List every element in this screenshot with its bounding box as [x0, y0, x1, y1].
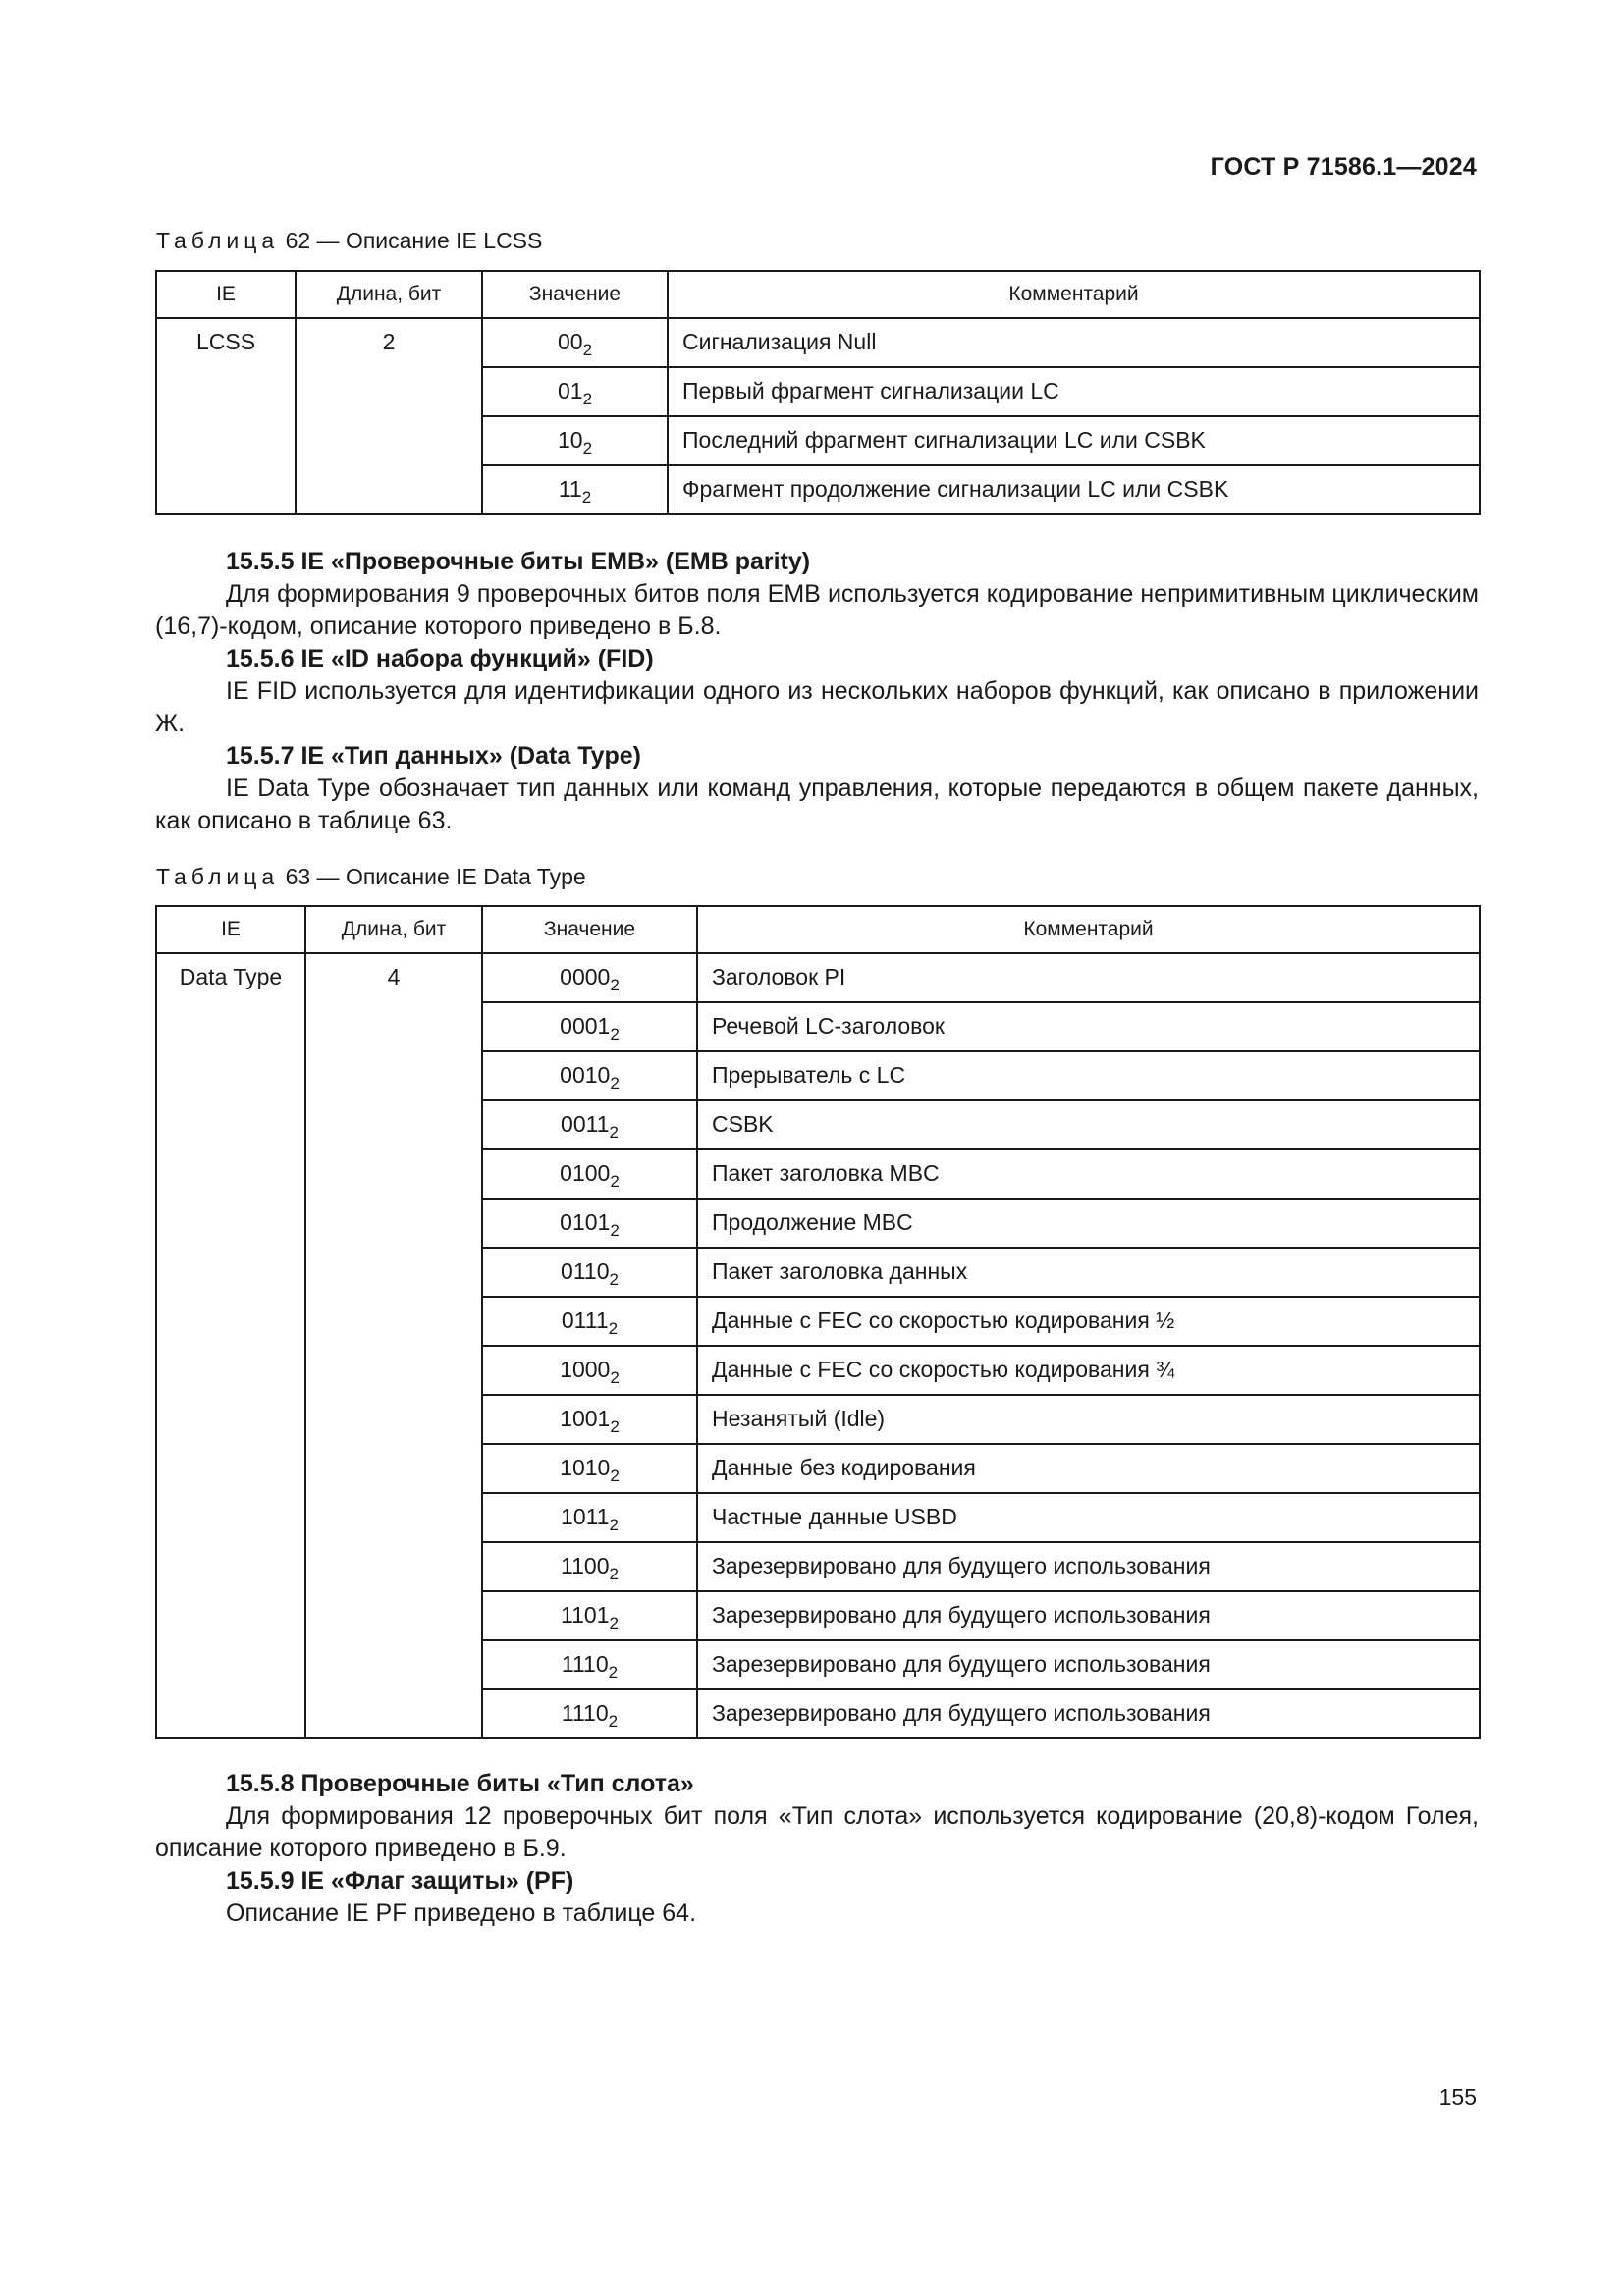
- value-cell: [482, 465, 668, 514]
- value-base-subscript: 2: [610, 976, 620, 994]
- column-header: Комментарий: [697, 906, 1480, 953]
- value-cell: [482, 318, 668, 367]
- comment-cell: CSBK: [697, 1100, 1480, 1149]
- value-digits: 1011: [561, 1504, 610, 1529]
- ie-cell: Data Type: [156, 953, 305, 1738]
- caption-word: Таблица: [156, 864, 280, 889]
- value-cell: [482, 1689, 697, 1738]
- value-digits: 0000: [560, 964, 611, 989]
- column-header: Длина, бит: [305, 906, 482, 953]
- section-heading: 15.5.6 IE «ID набора функций» (FID): [226, 645, 654, 672]
- value-cell: [482, 1493, 697, 1542]
- value-base-subscript: 2: [609, 1614, 619, 1632]
- table-header-row: [156, 906, 1480, 953]
- value-base-subscript: 2: [609, 1123, 619, 1142]
- paragraph: IE Data Type обозначает тип данных или команд управления, которые передаются в общем пакете данных, как описано в таблице 63.: [155, 774, 1479, 834]
- value-base-subscript: 2: [610, 1368, 620, 1387]
- value-cell: [482, 1248, 697, 1297]
- value-digits: 00: [557, 329, 583, 354]
- section-heading: 15.5.8 Проверочные биты «Тип слота»: [226, 1770, 694, 1797]
- value-cell: [482, 1199, 697, 1248]
- value-base-subscript: 2: [610, 1467, 620, 1485]
- table-62-caption: [156, 228, 542, 254]
- value-digits: 0100: [560, 1160, 611, 1186]
- section-heading: 15.5.9 IE «Флаг защиты» (PF): [226, 1867, 574, 1895]
- value-cell: [482, 1395, 697, 1444]
- paragraph: IE FID используется для идентификации одного из нескольких наборов функций, как описано в приложении Ж.: [155, 677, 1479, 737]
- comment-cell: Первый фрагмент сигнализации LC: [668, 367, 1480, 416]
- paragraph: Для формирования 9 проверочных битов поля EMB используется кодирование непримитивным циклическим (16,7)-кодом, описание которого приведено в Б.8.: [155, 580, 1479, 640]
- value-digits: 11: [558, 476, 582, 502]
- value-base-subscript: 2: [609, 1565, 619, 1583]
- value-base-subscript: 2: [582, 439, 593, 457]
- comment-cell: Сигнализация Null: [668, 318, 1480, 367]
- comment-cell: Данные с FEC со скоростью кодирования ¾: [697, 1346, 1480, 1395]
- value-digits: 0001: [560, 1013, 611, 1039]
- value-cell: [482, 367, 668, 416]
- value-cell: [482, 1100, 697, 1149]
- value-cell: [482, 1591, 697, 1640]
- table-62: [155, 270, 1481, 515]
- comment-cell: Пакет заголовка данных: [697, 1248, 1480, 1297]
- value-digits: 1110: [561, 1651, 609, 1677]
- column-header: Значение: [482, 906, 697, 953]
- column-header: Значение: [482, 271, 668, 318]
- value-digits: 1010: [560, 1455, 611, 1480]
- value-base-subscript: 2: [610, 1221, 620, 1240]
- caption-text: 62 — Описание IE LCSS: [285, 228, 543, 253]
- caption-text: 63 — Описание IE Data Type: [285, 864, 586, 889]
- value-base-subscript: 2: [608, 1712, 619, 1731]
- comment-cell: Зарезервировано для будущего использования: [697, 1591, 1480, 1640]
- length-cell: 2: [296, 318, 482, 514]
- value-digits: 0111: [561, 1308, 609, 1333]
- comment-cell: Частные данные USBD: [697, 1493, 1480, 1542]
- column-header: Длина, бит: [296, 271, 482, 318]
- value-digits: 0101: [560, 1209, 611, 1235]
- value-digits: 01: [557, 378, 583, 403]
- column-header: IE: [156, 271, 296, 318]
- caption-word: Таблица: [156, 228, 280, 253]
- section-heading: 15.5.7 IE «Тип данных» (Data Type): [226, 742, 642, 770]
- table-63-caption: [156, 864, 586, 890]
- section-15-5-8-to-15-5-9: [155, 1768, 1479, 1930]
- paragraph: Описание IE PF приведено в таблице 64.: [226, 1899, 697, 1927]
- value-digits: 1110: [561, 1700, 609, 1726]
- value-base-subscript: 2: [609, 1270, 619, 1289]
- table-row: [156, 953, 1480, 1002]
- value-cell: [482, 953, 697, 1002]
- table-header-row: [156, 271, 1480, 318]
- value-base-subscript: 2: [582, 341, 593, 359]
- value-base-subscript: 2: [610, 1025, 620, 1043]
- comment-cell: Заголовок PI: [697, 953, 1480, 1002]
- comment-cell: Фрагмент продолжение сигнализации LC или CSBK: [668, 465, 1480, 514]
- value-base-subscript: 2: [582, 390, 593, 408]
- value-cell: [482, 1002, 697, 1051]
- value-cell: [482, 1640, 697, 1689]
- comment-cell: Данные с FEC со скоростью кодирования ½: [697, 1297, 1480, 1346]
- value-digits: 1001: [560, 1406, 611, 1431]
- value-base-subscript: 2: [608, 1319, 619, 1338]
- comment-cell: Зарезервировано для будущего использования: [697, 1640, 1480, 1689]
- value-digits: 1000: [560, 1357, 611, 1382]
- value-digits: 10: [557, 427, 583, 453]
- section-heading: 15.5.5 IE «Проверочные биты EMB» (EMB parity): [226, 548, 811, 575]
- paragraph: Для формирования 12 проверочных бит поля «Тип слота» используется кодирование (20,8)-кодом Голея, описание которого приведено в Б.9.: [155, 1802, 1479, 1862]
- value-base-subscript: 2: [608, 1663, 619, 1682]
- value-base-subscript: 2: [609, 1516, 619, 1534]
- comment-cell: Зарезервировано для будущего использования: [697, 1689, 1480, 1738]
- ie-cell: LCSS: [156, 318, 296, 514]
- comment-cell: Данные без кодирования: [697, 1444, 1480, 1493]
- column-header: IE: [156, 906, 305, 953]
- value-cell: [482, 1297, 697, 1346]
- value-base-subscript: 2: [610, 1417, 620, 1436]
- value-base-subscript: 2: [581, 488, 592, 507]
- comment-cell: Речевой LC-заголовок: [697, 1002, 1480, 1051]
- length-cell: 4: [305, 953, 482, 1738]
- comment-cell: Прерыватель с LC: [697, 1051, 1480, 1100]
- value-digits: 1101: [561, 1602, 610, 1628]
- comment-cell: Незанятый (Idle): [697, 1395, 1480, 1444]
- comment-cell: Последний фрагмент сигнализации LC или CSBK: [668, 416, 1480, 465]
- value-cell: [482, 1051, 697, 1100]
- section-15-5-5-to-15-5-7: [155, 546, 1479, 837]
- column-header: Комментарий: [668, 271, 1480, 318]
- table-row: [156, 318, 1480, 367]
- value-cell: [482, 416, 668, 465]
- comment-cell: Зарезервировано для будущего использования: [697, 1542, 1480, 1591]
- comment-cell: Пакет заголовка MBC: [697, 1149, 1480, 1199]
- value-digits: 1100: [561, 1553, 610, 1578]
- value-cell: [482, 1542, 697, 1591]
- value-digits: 0011: [561, 1111, 610, 1137]
- value-base-subscript: 2: [610, 1074, 620, 1093]
- value-digits: 0010: [560, 1062, 611, 1088]
- value-digits: 0110: [561, 1258, 610, 1284]
- comment-cell: Продолжение MBC: [697, 1199, 1480, 1248]
- page-number: 155: [1438, 2084, 1477, 2109]
- value-cell: [482, 1149, 697, 1199]
- value-cell: [482, 1444, 697, 1493]
- document-standard-number: ГОСТ Р 71586.1—2024: [1210, 153, 1477, 181]
- value-cell: [482, 1346, 697, 1395]
- value-base-subscript: 2: [610, 1172, 620, 1191]
- table-63: [155, 905, 1481, 1739]
